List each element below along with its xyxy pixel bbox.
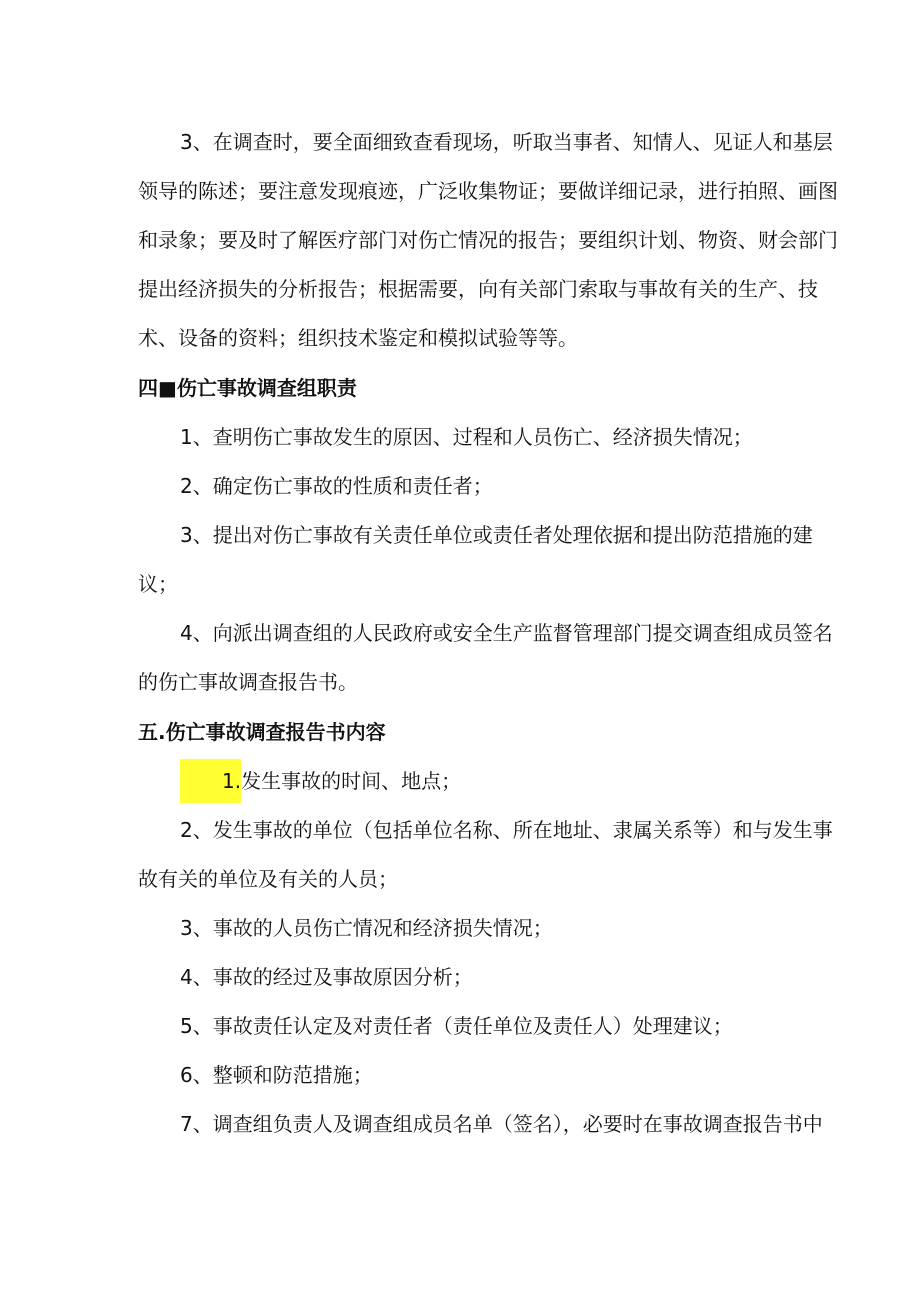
content-item-2: 2、发生事故的单位（包括单位名称、所在地址、隶属关系等）和与发生事故有关的单位及有关的人员； (138, 818, 833, 891)
content-item-3: 3、事故的人员伤亡情况和经济损失情况； (180, 916, 553, 940)
paragraph-investigation-procedure: 3、在调查时，要全面细致查看现场，听取当事者、知情人、见证人和基层领导的陈述；要注意发现痕迹，广泛收集物证；要做详细记录，进行拍照、画图和录象；要及时了解医疗部门对伤亡情况的报告；要组织计划、物资、财会部门提出经济损失的分析报告；根据需要，向有关部门索取与事故有关的生产、技术、设备的资料；组织技术鉴定和模拟试验等等。 (138, 130, 838, 350)
content-item-1 (138, 757, 850, 806)
duty-item-3: 3、提出对伤亡事故有关责任单位或责任者处理依据和提出防范措施的建议； (138, 523, 813, 596)
highlighted-number: 1. (180, 759, 241, 803)
duty-item-4: 4、向派出调查组的人民政府或安全生产监督管理部门提交调查组成员签名的伤亡事故调查报告书。 (138, 621, 833, 694)
section-heading-duties: 四■伤亡事故调查组职责 (138, 376, 357, 400)
section-heading-report-contents: 五.伤亡事故调查报告书内容 (138, 720, 386, 744)
content-item-4: 4、事故的经过及事故原因分析； (180, 965, 473, 989)
duty-item-2: 2、确定伤亡事故的性质和责任者； (180, 474, 493, 498)
content-item-1-text: 发生事故的时间、地点； (241, 769, 462, 793)
duty-item-1: 1、查明伤亡事故发生的原因、过程和人员伤亡、经济损失情况； (180, 425, 753, 449)
content-item-7: 7、调查组负责人及调查组成员名单（签名），必要时在事故调查报告书中 (180, 1112, 823, 1136)
content-item-6: 6、整顿和防范措施； (180, 1063, 373, 1087)
content-item-5: 5、事故责任认定及对责任者（责任单位及责任人）处理建议； (180, 1014, 733, 1038)
